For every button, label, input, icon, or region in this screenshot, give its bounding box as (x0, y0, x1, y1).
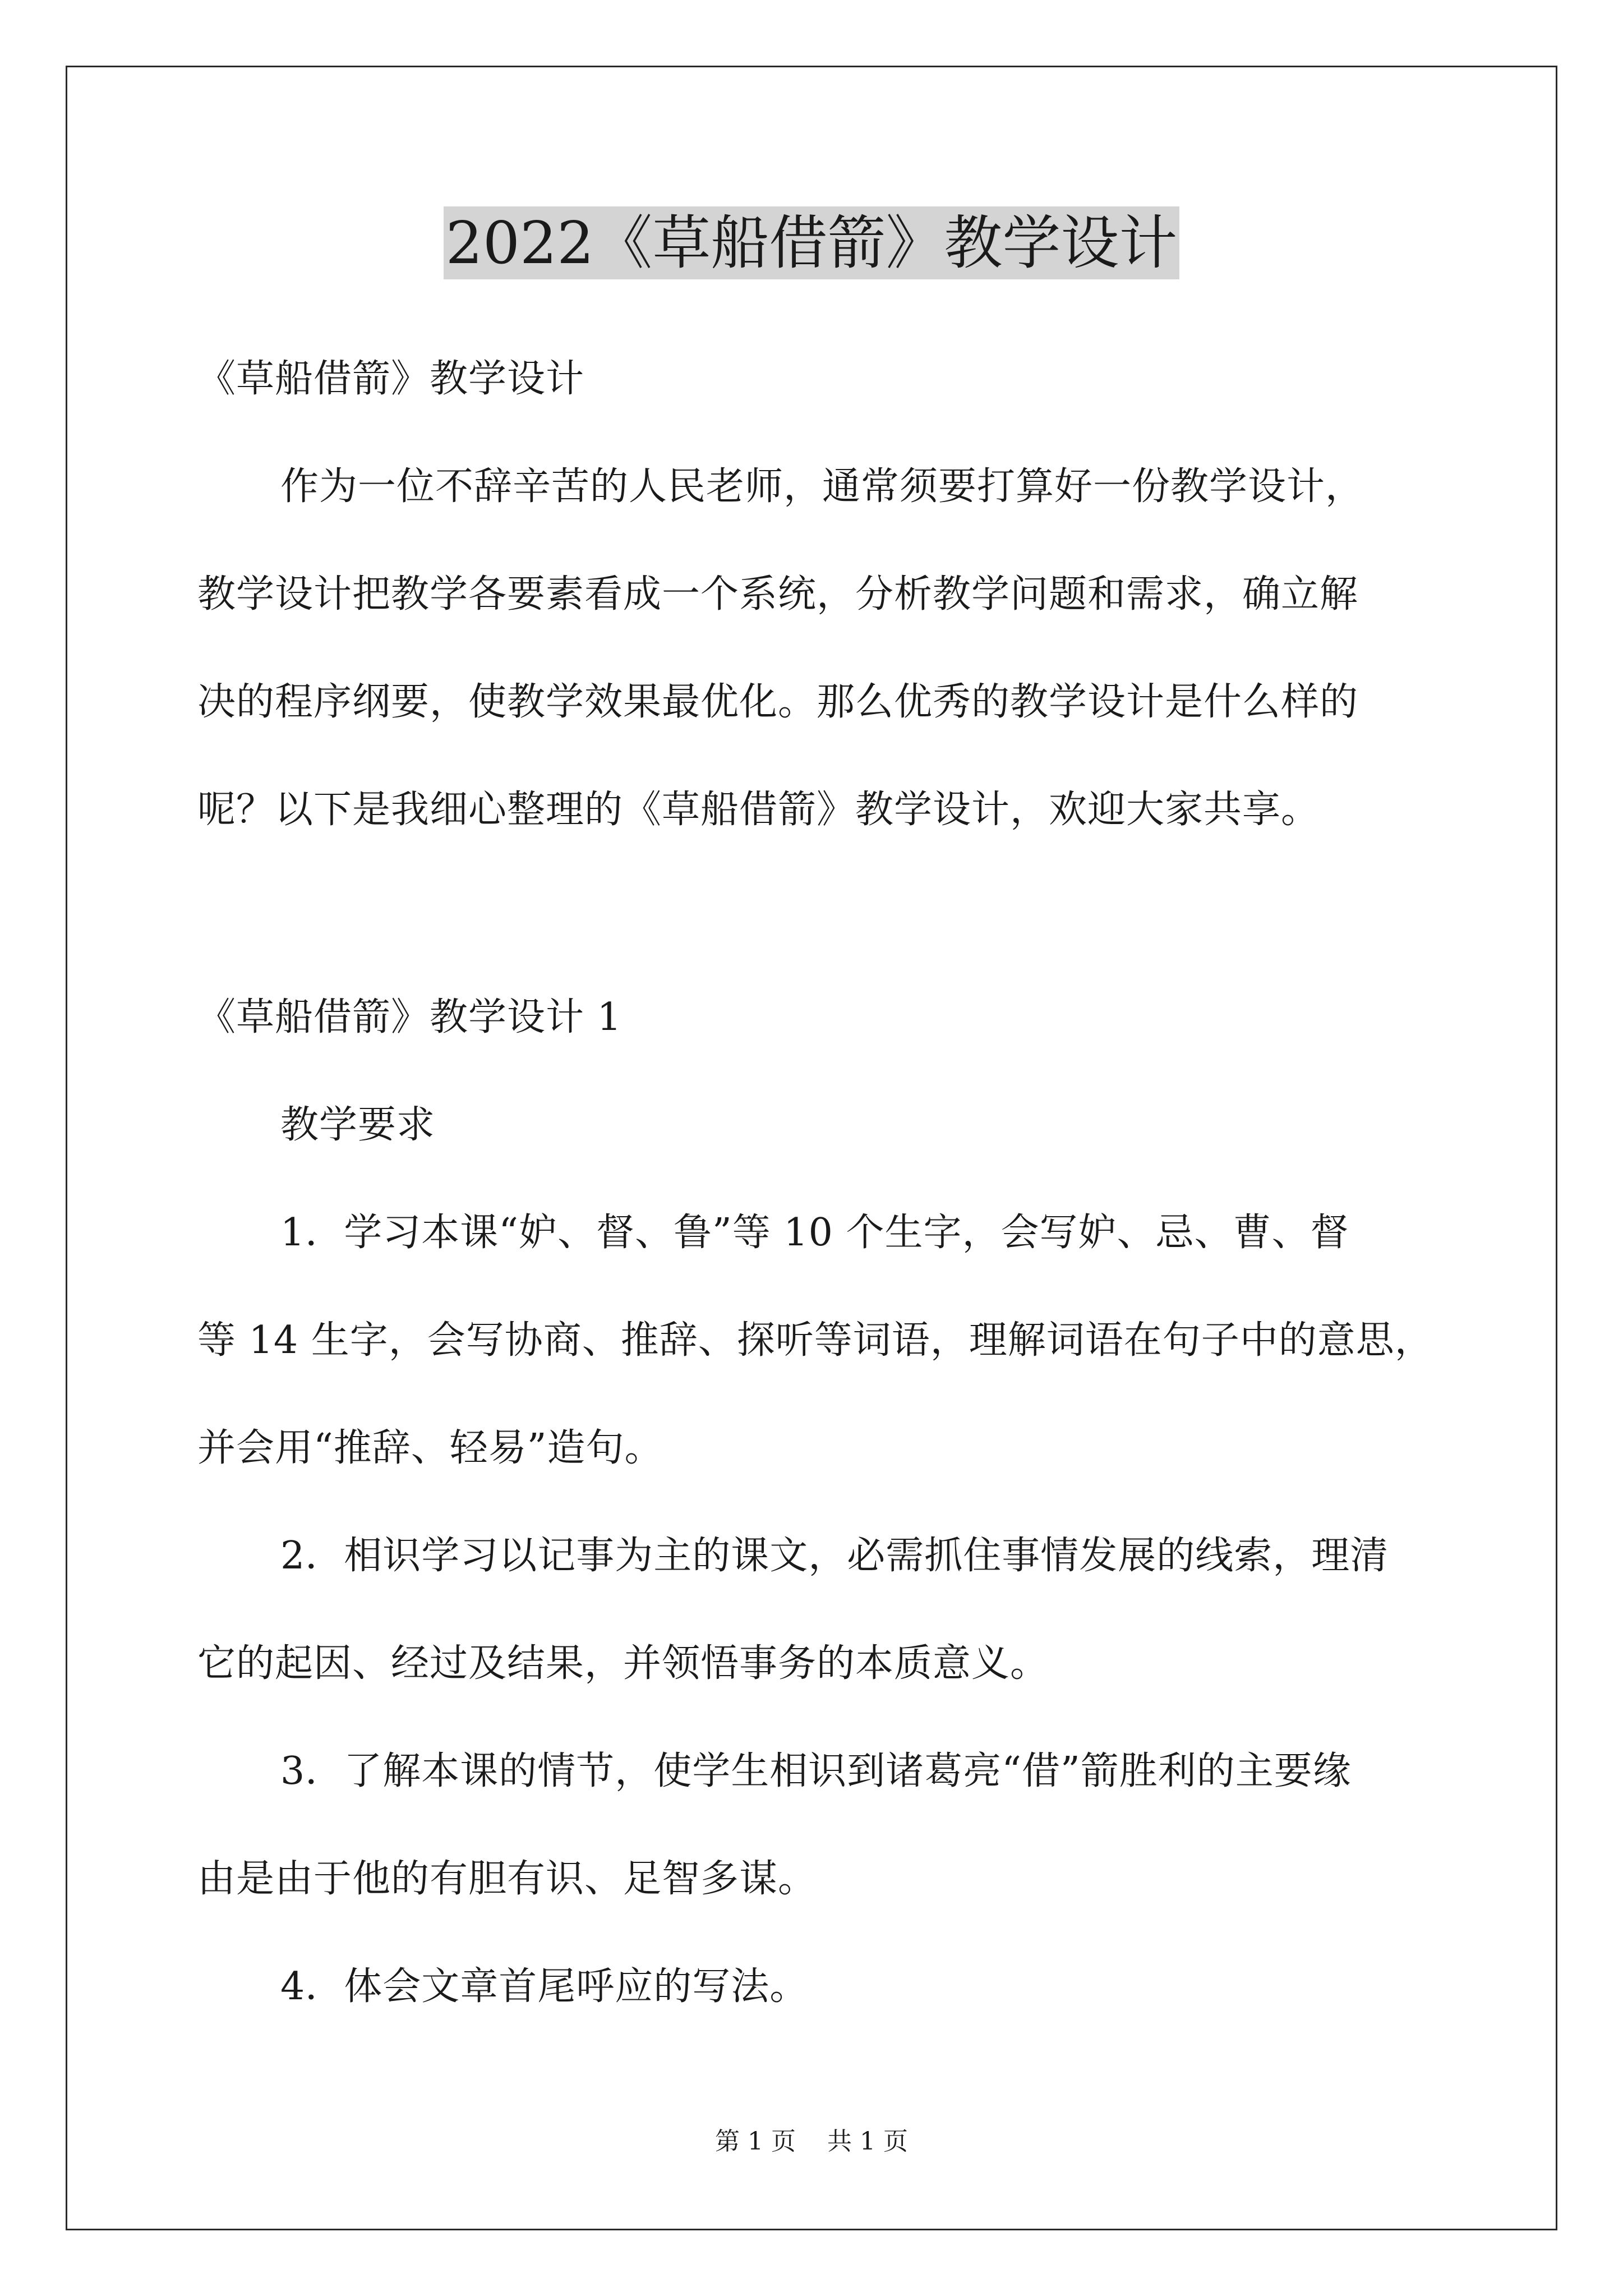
list-item-line: 1．学习本课“妒、督、鲁”等 10 个生字，会写妒、忌、曹、督 (280, 1211, 1349, 1255)
subheading: 教学要求 (280, 1103, 436, 1147)
paragraph-line: 决的程序纲要，使教学效果最优化。那么优秀的教学设计是什么样的 (197, 680, 1359, 724)
page-footer (0, 2126, 1623, 2157)
list-item-line: 4．体会文章首尾呼应的写法。 (280, 1964, 809, 2009)
list-item-line: 2．相识学习以记事为主的课文，必需抓住事情发展的线索，理清 (280, 1534, 1389, 1578)
list-item-line: 3．了解本课的情节，使学生相识到诸葛亮“借”箭胜利的主要缘 (280, 1749, 1352, 1793)
list-item-line: 由是由于他的有胆有识、足智多谋。 (197, 1857, 817, 1901)
paragraph-line: 呢？以下是我细心整理的《草船借箭》教学设计，欢迎大家共享。 (197, 788, 1320, 832)
section-heading: 《草船借箭》教学设计 (197, 357, 585, 401)
section-heading: 《草船借箭》教学设计 1 (197, 995, 622, 1039)
paragraph-line: 教学设计把教学各要素看成一个系统，分析教学问题和需求，确立解 (197, 572, 1359, 616)
paragraph-line: 作为一位不辞辛苦的人民老师，通常须要打算好一份教学设计， (280, 464, 1364, 509)
list-item-line: 等 14 生字，会写协商、推辞、探听等词语，理解词语在句子中的意思， (197, 1318, 1433, 1363)
page-total: 共 1 页 (827, 2127, 908, 2156)
title-container (0, 206, 1623, 279)
list-item-line: 它的起因、经过及结果，并领悟事务的本质意义。 (197, 1641, 1049, 1686)
list-item-line: 并会用“推辞、轻易”造句。 (197, 1426, 663, 1470)
document-title: 2022《草船借箭》教学设计 (444, 206, 1180, 279)
page-number: 第 1 页 (715, 2127, 796, 2156)
